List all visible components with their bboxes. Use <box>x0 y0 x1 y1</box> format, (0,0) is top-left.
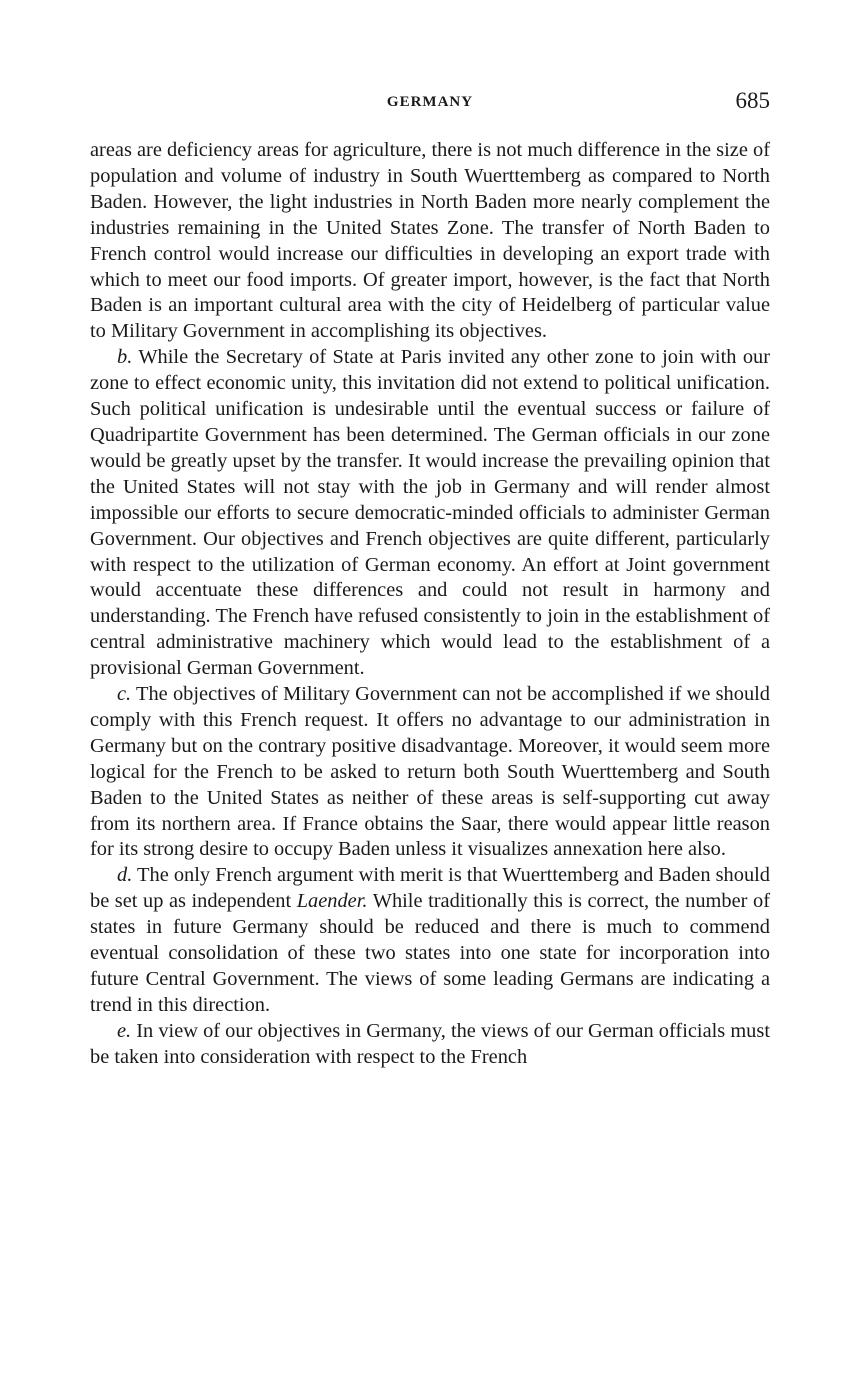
paragraph-text: The only French argument with merit is that Wuerttemberg and Baden should be set up as independent <box>90 864 771 913</box>
paragraph-b <box>90 345 770 682</box>
paragraph-d <box>90 863 770 1018</box>
running-head <box>90 88 770 122</box>
paragraph-label: d. <box>117 864 133 887</box>
paragraph-italic-term: Laender. <box>296 890 368 913</box>
paragraph-label: c. <box>117 683 132 706</box>
paragraph-c <box>90 682 770 863</box>
paragraph-e <box>90 1019 770 1071</box>
paragraph-text: In view of our objectives in Germany, the views of our German officials must be taken into consideration with respect to the French <box>90 1019 770 1068</box>
paragraph-label: b. <box>117 346 133 369</box>
paragraph-a-continued <box>90 138 770 345</box>
paragraph-text: areas are deficiency areas for agriculture, there is not much difference in the size of population and volume of industry in South Wuerttemberg as compared to North Baden. However, the light industries in North Baden more nearly complement the industries remaining in the United States Zone. The transfer of North Baden to French control would increase our difficulties in developing an export trade with which to meet our food imports. Of greater import, however, is the fact that North Baden is an important cultural area with the city of Heidelberg of particular value to Military Government in accomplishing its objectives. <box>90 139 770 343</box>
paragraph-label: e. <box>117 1019 132 1042</box>
paragraph-text: While the Secretary of State at Paris invited any other zone to join with our zone to effect economic unity, this invitation did not extend to political unification. Such political unification is undesirable until the eventual success or failure of Quadripartite Government has been determined. The German officials in our zone would be greatly upset by the transfer. It would increase the prevailing opinion that the United States will not stay with the job in Germany and will render almost impossible our efforts to secure democratic-minded officials to administer German Government. Our objectives and French objectives are quite different, particularly with respect to the utilization of German economy. An effort at Joint government would accentuate these differences and could not result in harmony and understanding. The French have refused consistently to join in the establishment of central administrative machinery which would lead to the establishment of a provisional German Government. <box>90 346 771 680</box>
body-text <box>90 138 770 1071</box>
paragraph-text-continued: While traditionally this is correct, the number of states in future Germany should be reduced and there is much to commend eventual consolidation of these two states into one state for incorporation into future Central Government. The views of some leading Germans are indicating a trend in this direction. <box>90 890 770 1016</box>
paragraph-text: The objectives of Military Government can not be accomplished if we should comply with this French request. It offers no advantage to our administration in Germany but on the contrary positive disadvantage. Moreover, it would seem more logical for the French to be asked to return both South Wuerttemberg and South Baden to the United States as neither of these areas is self-supporting cut away from its northern area. If France obtains the Saar, there would appear little reason for its strong desire to occupy Baden unless it visualizes annexation here also. <box>90 683 771 861</box>
page-number: 685 <box>735 88 770 113</box>
running-title: GERMANY <box>386 94 474 110</box>
